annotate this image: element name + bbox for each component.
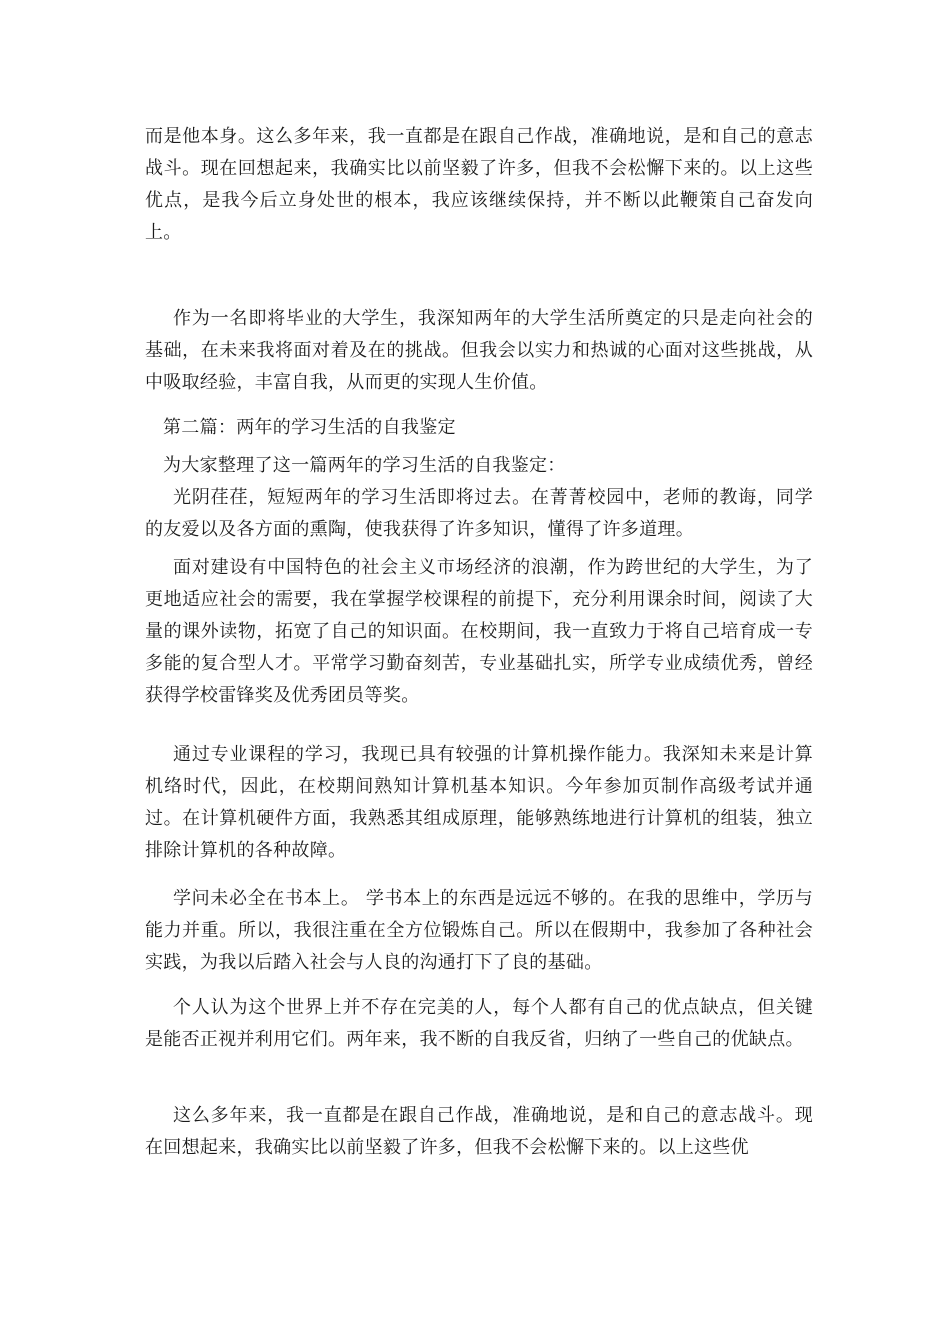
paragraph-willpower: 这么多年来，我一直都是在跟自己作战，准确地说，是和自己的意志战斗。现在回想起来，我确实比以前坚毅了许多，但我不会松懈下来的。以上这些优 — [145, 1105, 813, 1158]
paragraph-computer-skills: 通过专业课程的学习，我现已具有较强的计算机操作能力。我深知未来是计算机络时代，因此，在校期间熟知计算机基本知识。今年参加页制作高级考试并通过。在计算机硬件方面，我熟悉其组成原理，能够熟练地进行计算机的组装，独立排除计算机的各种故障。 — [145, 744, 813, 861]
section-heading: 第二篇：两年的学习生活的自我鉴定 — [163, 417, 456, 438]
section-intro: 为大家整理了这一篇两年的学习生活的自我鉴定： — [163, 455, 566, 476]
paragraph-graduation: 作为一名即将毕业的大学生，我深知两年的大学生活所奠定的只是走向社会的基础，在未来我将面对着及在的挑战。但我会以实力和热诚的心面对这些挑战，从中吸取经验，丰富自我，从而更的实现人生价值。 — [145, 308, 813, 393]
paragraph-time-passing: 光阴荏荏，短短两年的学习生活即将过去。在菁菁校园中，老师的教诲，同学的友爱以及各方面的熏陶，使我获得了许多知识，懂得了许多道理。 — [145, 487, 813, 540]
paragraph-society-adaptation: 面对建设有中国特色的社会主义市场经济的浪潮，作为跨世纪的大学生，为了更地适应社会的需要，我在掌握学校课程的前提下，充分利用课余时间，阅读了大量的课外读物，拓宽了自己的知识面。在校期间，我一直致力于将自己培育成一专多能的复合型人才。平常学习勤奋刻苦，专业基础扎实，所学专业成绩优秀，曾经获得学校雷锋奖及优秀团员等奖。 — [145, 557, 813, 706]
paragraph-practice: 学问未必全在书本上。 学书本上的东西是远远不够的。在我的思维中，学历与能力并重。所以，我很注重在全方位锻炼自己。所以在假期中，我参加了各种社会实践，为我以后踏入社会与人良的沟通打下了良的基础。 — [145, 888, 813, 973]
paragraph-self-reflection: 个人认为这个世界上并不存在完美的人，每个人都有自己的优点缺点，但关键是能否正视并利用它们。两年来，我不断的自我反省，归纳了一些自己的优缺点。 — [145, 997, 813, 1050]
paragraph-continuation: 而是他本身。这么多年来，我一直都是在跟自己作战，准确地说，是和自己的意志战斗。现在回想起来，我确实比以前坚毅了许多，但我不会松懈下来的。以上这些优点，是我今后立身处世的根本，我应该继续保持，并不断以此鞭策自己奋发向上。 — [145, 126, 813, 243]
